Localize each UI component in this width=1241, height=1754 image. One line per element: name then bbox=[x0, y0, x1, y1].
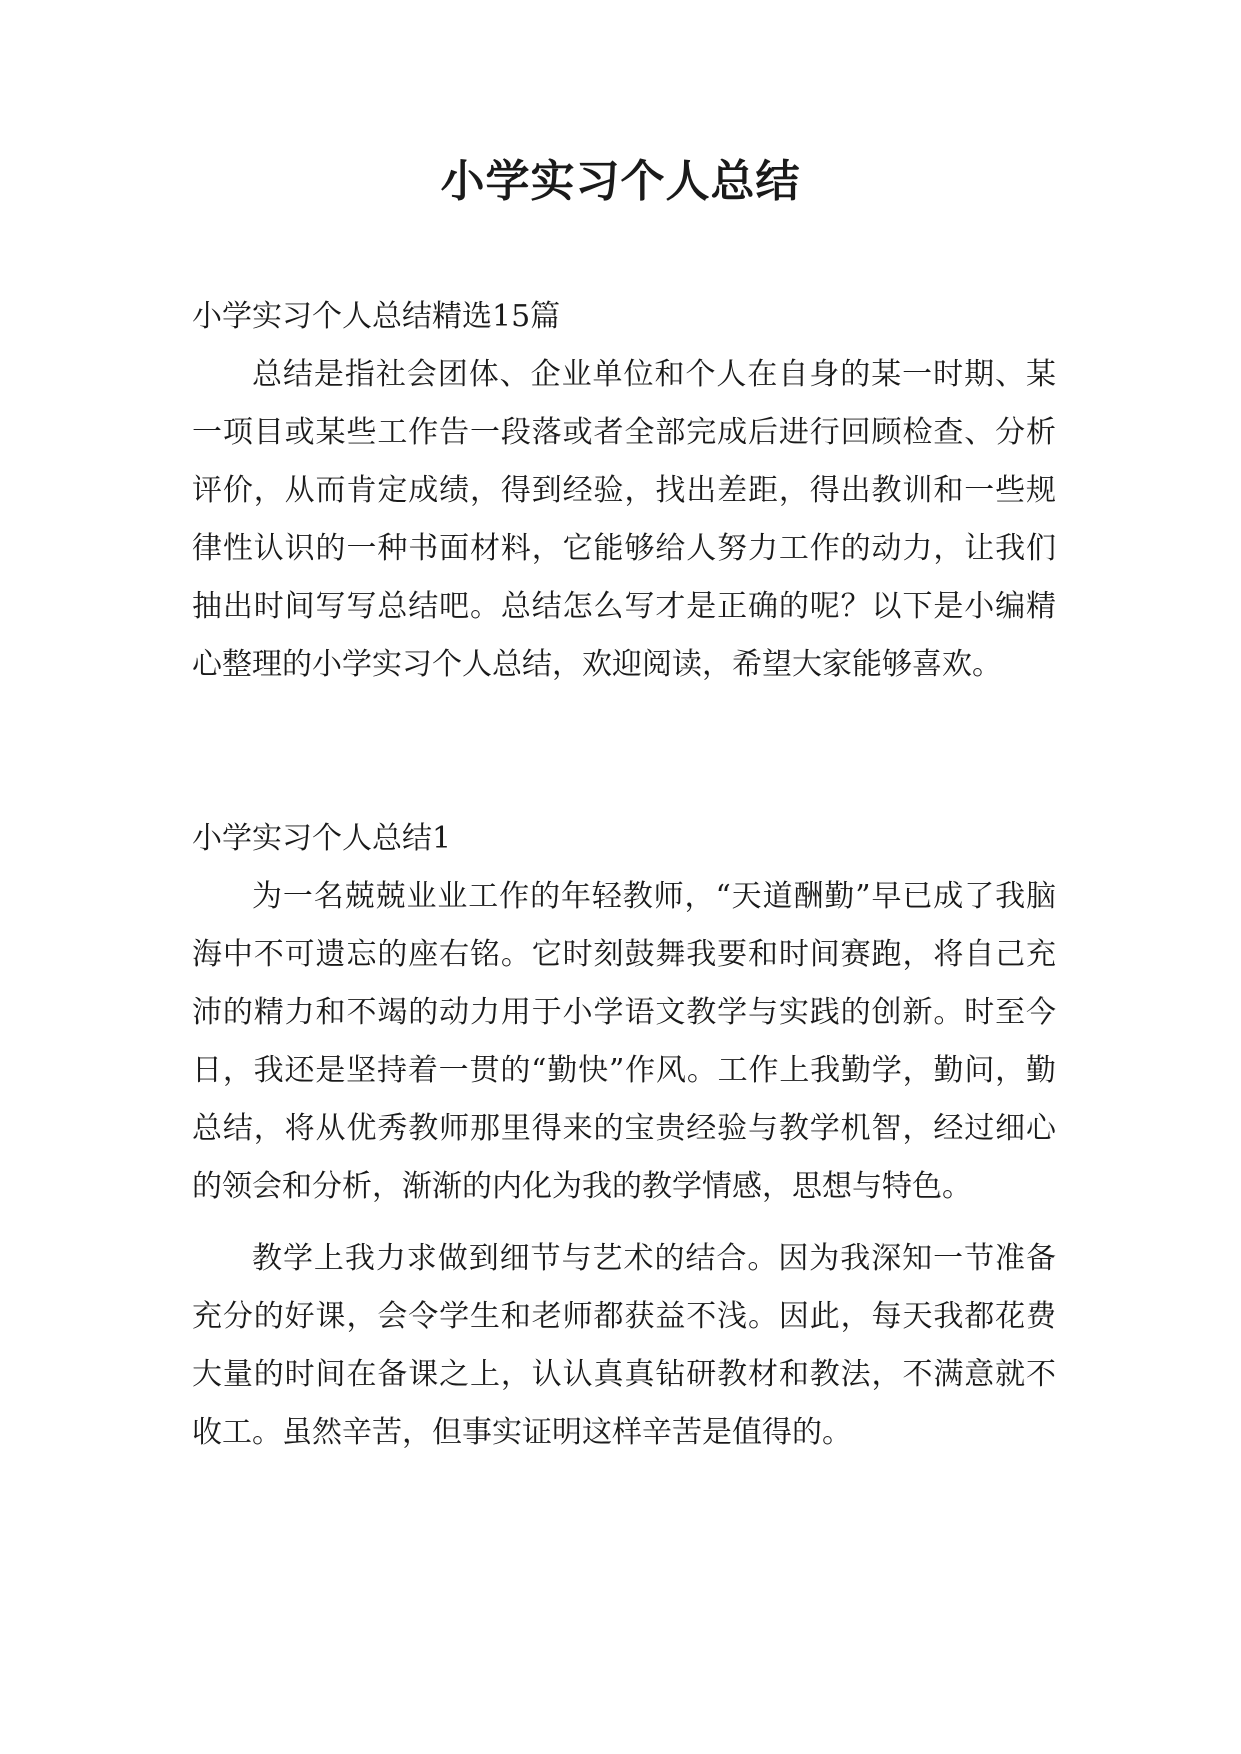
intro-paragraph: 总结是指社会团体、企业单位和个人在自身的某一时期、某一项目或某些工作告一段落或者全部完成后进行回顾检查、分析评价，从而肯定成绩，得到经验，找出差距，得出教训和一些规律性认识的一种书面材料，它能够给人努力工作的动力，让我们抽出时间写写总结吧。总结怎么写才是正确的呢？以下是小编精心整理的小学实习个人总结，欢迎阅读，希望大家能够喜欢。 bbox=[192, 357, 1056, 682]
document-title: 小学实习个人总结 bbox=[440, 156, 801, 207]
section-spacer bbox=[192, 694, 1056, 810]
section-heading: 小学实习个人总结1 bbox=[192, 821, 452, 856]
section-paragraph: 为一名兢兢业业工作的年轻教师，“天道酬勤”早已成了我脑海中不可遗忘的座右铭。它时刻鼓舞我要和时间赛跑，将自己充沛的精力和不竭的动力用于小学语文教学与实践的创新。时至今日，我还是坚持着一贯的“勤快”作风。工作上我勤学，勤问，勤总结，将从优秀教师那里得来的宝贵经验与教学机智，经过细心的领会和分析，渐渐的内化为我的教学情感，思想与特色。 bbox=[192, 879, 1056, 1204]
section-paragraph: 教学上我力求做到细节与艺术的结合。因为我深知一节准备充分的好课，会令学生和老师都获益不浅。因此，每天我都花费大量的时间在备课之上，认认真真钻研教材和教法，不满意就不收工。虽然辛苦，但事实证明这样辛苦是值得的。 bbox=[192, 1241, 1056, 1450]
paragraph-spacer bbox=[192, 1216, 1056, 1230]
document-subtitle: 小学实习个人总结精选15篇 bbox=[192, 299, 561, 334]
document-body bbox=[192, 288, 1056, 1462]
